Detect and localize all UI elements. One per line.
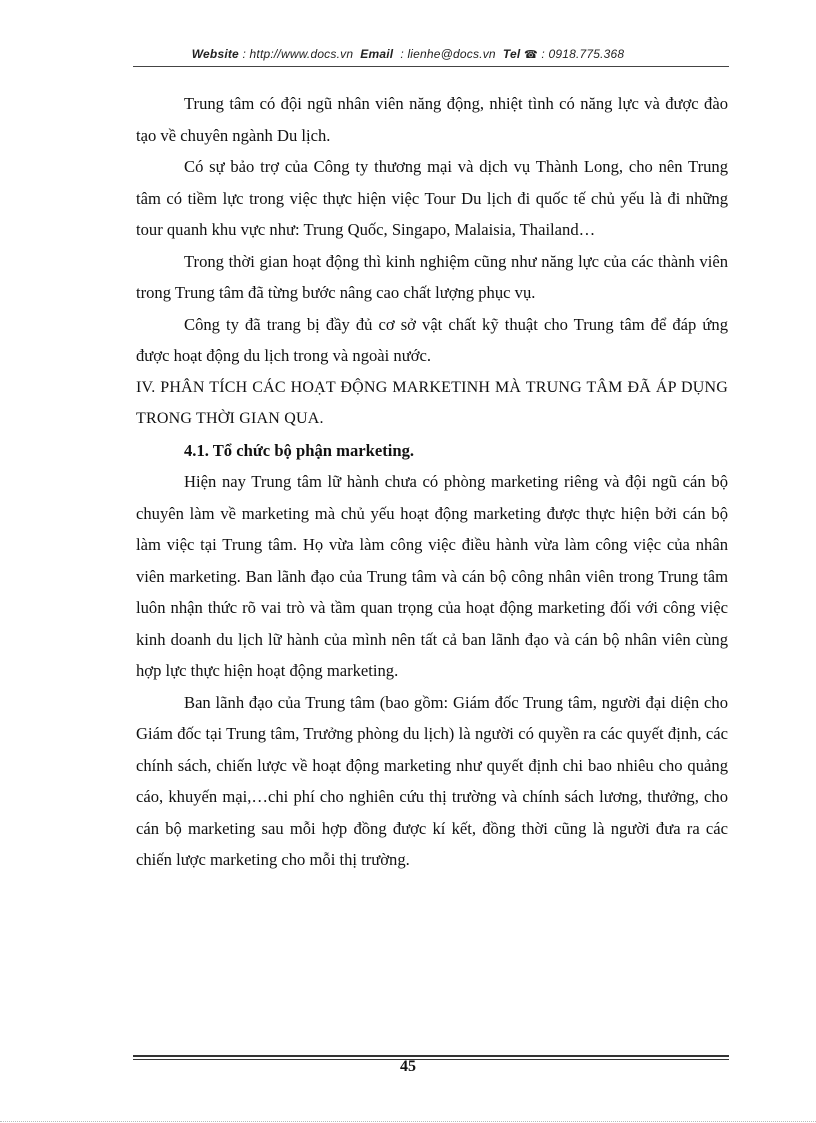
section-heading: IV. PHÂN TÍCH CÁC HOẠT ĐỘNG MARKETINH MÀ TRUNG TÂM ĐÃ ÁP DỤNG TRONG THỜI GIAN QUA.	[136, 378, 728, 427]
paragraph-marketing-team: Hiện nay Trung tâm lữ hành chưa có phòng marketing riêng và đội ngũ cán bộ chuyên làm về marketing mà chủ yếu hoạt động marketing được thực hiện bởi cán bộ làm việc tại Trung tâm. Họ vừa làm công việc điều hành vừa làm công việc của nhân viên marketing. Ban lãnh đạo của Trung tâm và cán bộ công nhân viên trong Trung tâm luôn nhận thức rõ vai trò và tầm quan trọng của hoạt động marketing đối với công việc kinh doanh du lịch lữ hành của mình nên tất cả ban lãnh đạo và cán bộ nhân viên cùng hợp lực thực hiện hoạt động marketing.	[136, 472, 728, 680]
paragraph-staff: Trung tâm có đội ngũ nhân viên năng động, nhiệt tình có năng lực và được đào tạo về chuyên ngành Du lịch.	[136, 94, 728, 145]
website-value: : http://www.docs.vn	[242, 47, 354, 61]
tel-value: : 0918.775.368	[541, 47, 625, 61]
email-label: Email	[360, 47, 394, 61]
page-bottom-border	[0, 1121, 816, 1122]
paragraph-leadership: Ban lãnh đạo của Trung tâm (bao gồm: Giám đốc Trung tâm, người đại diện cho Giám đốc tại Trung tâm, Trưởng phòng du lịch) là người có quyền ra các quyết định, các chính sách, chiến lược về hoạt động marketing như quyết định chi bao nhiêu cho quảng cáo, khuyến mại,…chi phí cho nghiên cứu thị trường và chính sách lương, thưởng, cho cán bộ marketing sau mỗi hợp đồng được kí kết, đồng thời cũng là người đưa ra các chiến lược marketing cho mỗi thị trường.	[136, 692, 728, 869]
subsection-heading: 4.1. Tổ chức bộ phận marketing.	[184, 440, 415, 460]
page-number: 45	[400, 1058, 416, 1075]
paragraph-facilities: Công ty đã trang bị đầy đủ cơ sở vật chất kỹ thuật cho Trung tâm để đáp ứng được hoạt động du lịch trong và ngoài nước.	[136, 314, 728, 365]
phone-icon: ☎	[523, 49, 538, 61]
paragraph-experience: Trong thời gian hoạt động thì kinh nghiệm cũng như năng lực của các thành viên trong Trung tâm đã từng bước nâng cao chất lượng phục vụ.	[136, 251, 728, 302]
page-header	[0, 47, 816, 61]
header-divider	[133, 66, 729, 67]
email-value: : lienhe@docs.vn	[400, 47, 496, 61]
paragraph-sponsor: Có sự bảo trợ của Công ty thương mại và dịch vụ Thành Long, cho nên Trung tâm có tiềm lực trong việc thực hiện việc Tour Du lịch đi quốc tế chủ yếu là đi những tour quanh khu vực như: Trung Quốc, Singapo, Malaisia, Thailand…	[136, 157, 728, 239]
website-label: Website	[191, 47, 239, 61]
tel-label: Tel	[502, 47, 521, 61]
footer-divider-thick	[133, 1055, 729, 1057]
document-body	[136, 88, 728, 876]
